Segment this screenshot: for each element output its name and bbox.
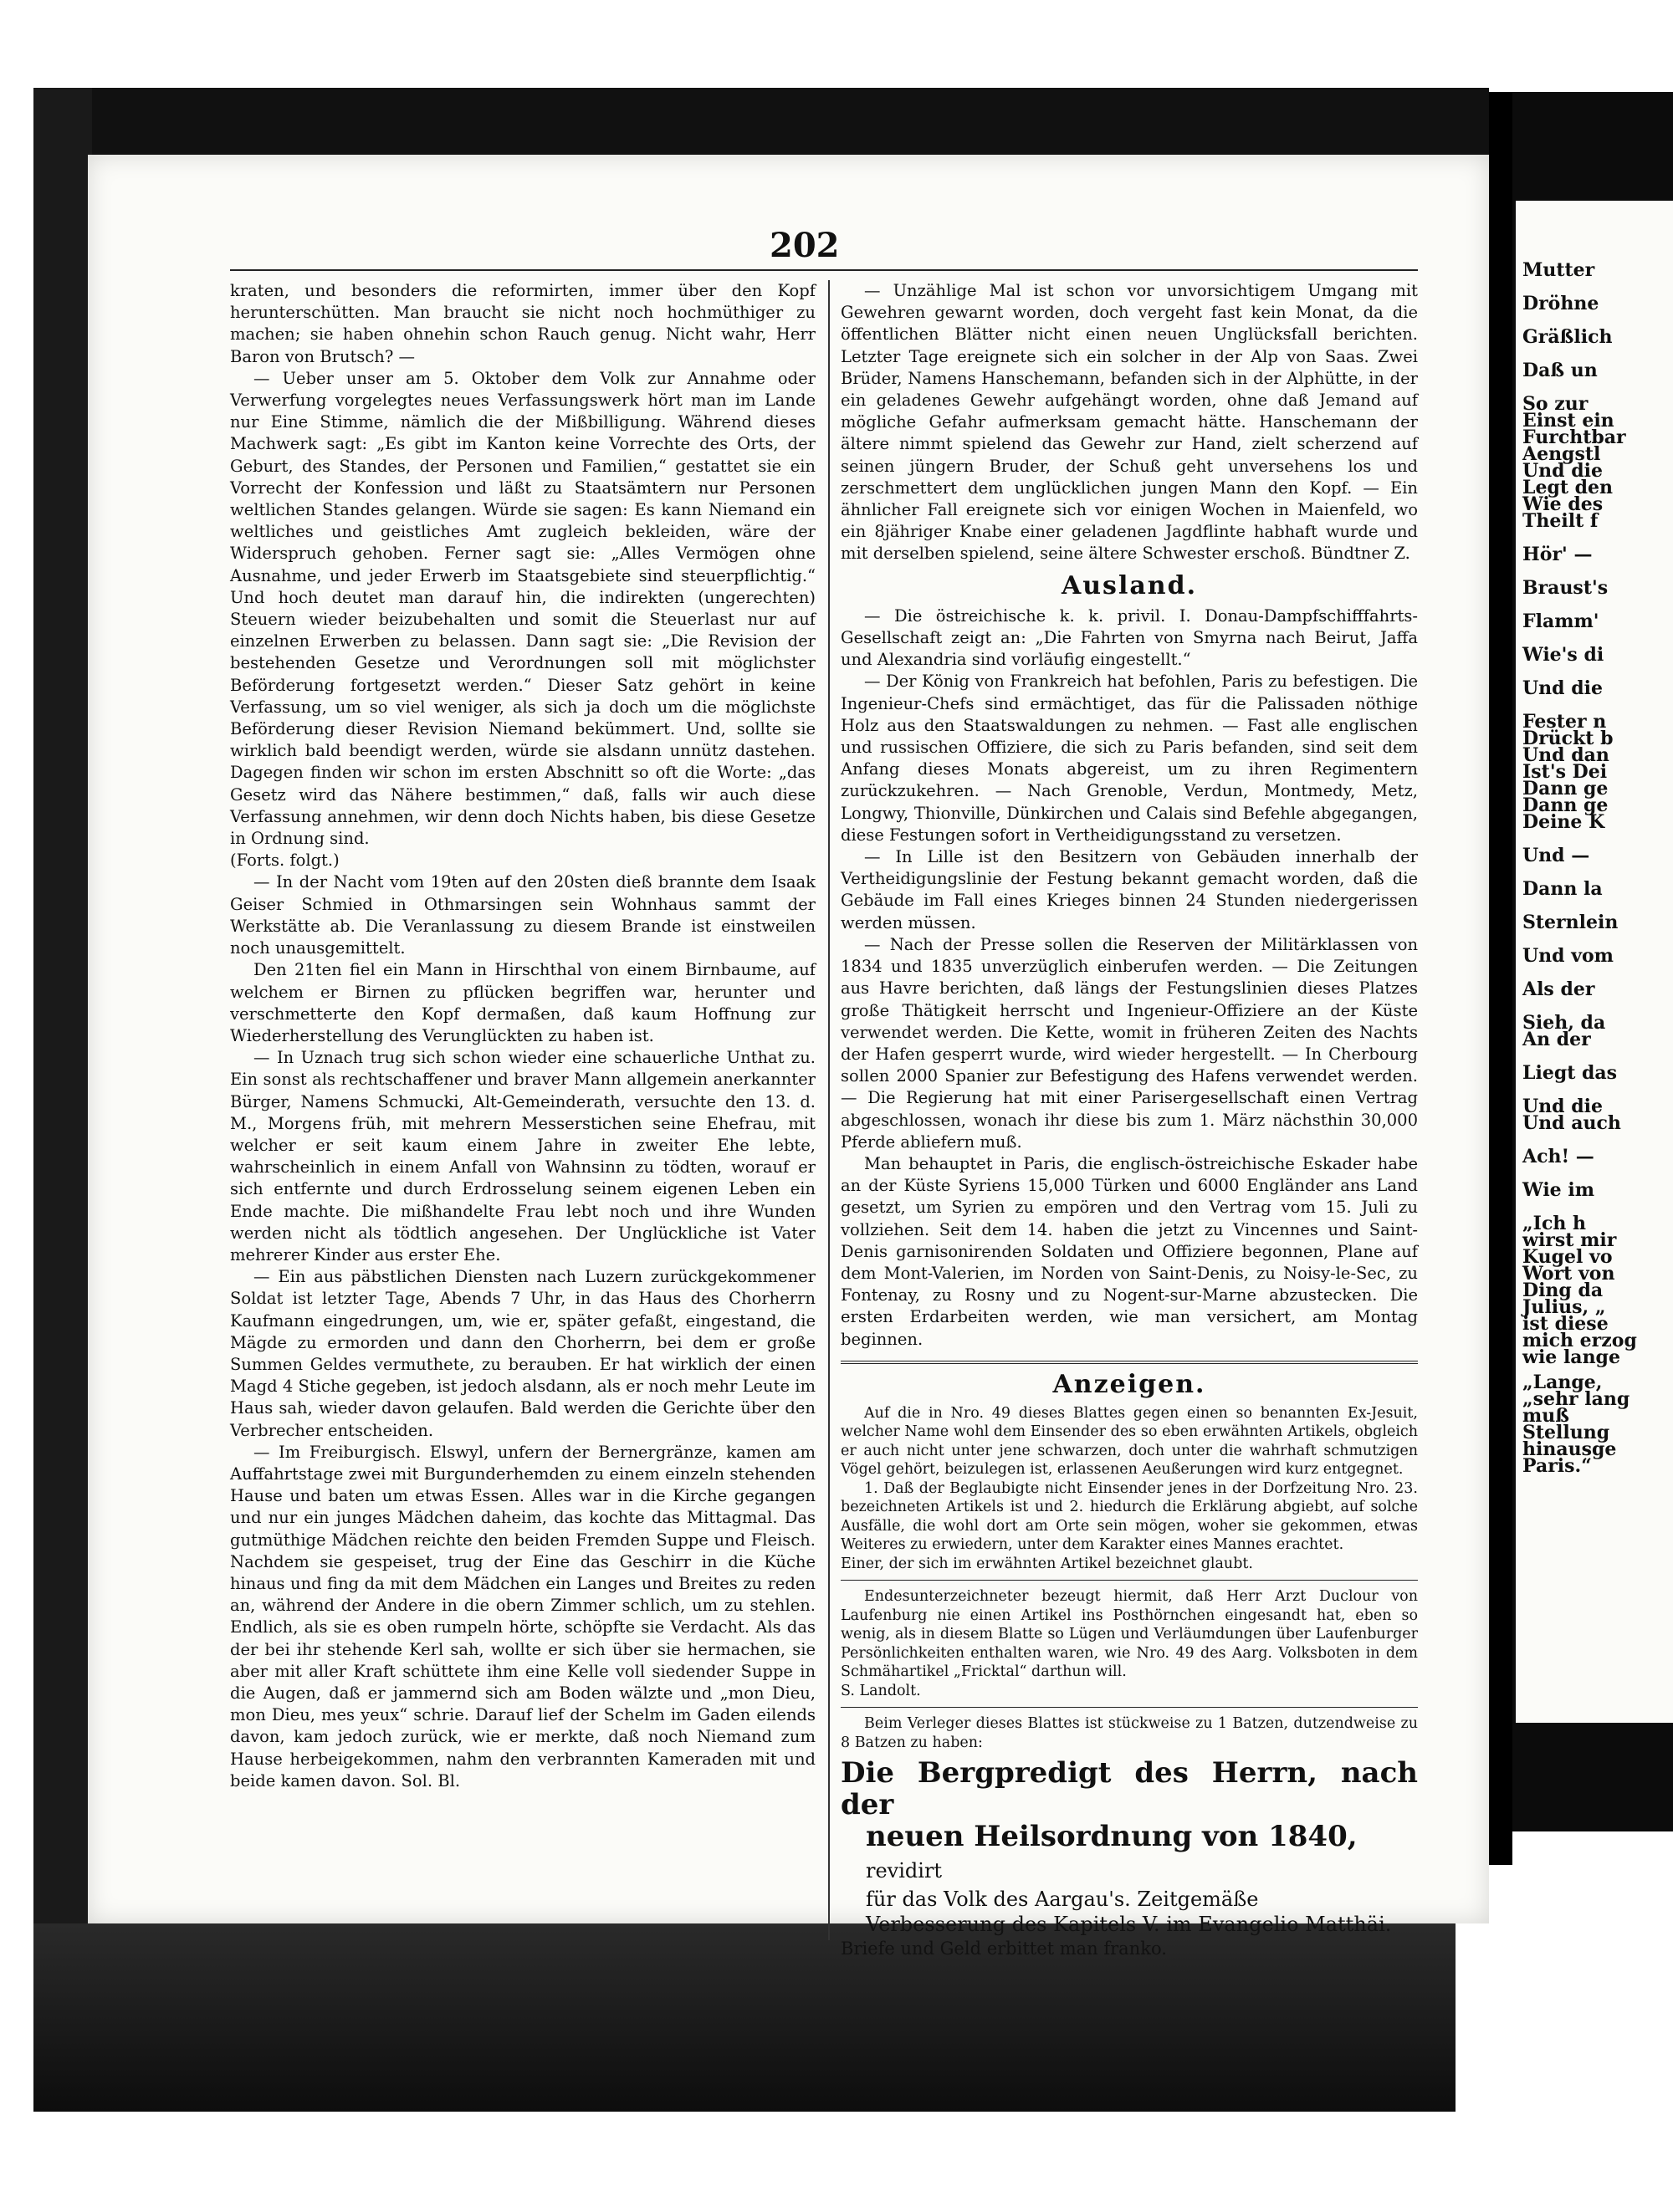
facing-page-text: Mutter [1522,259,1595,281]
facing-page-text: Braust's [1522,577,1609,599]
book-title-tail: revidirt [866,1859,943,1883]
ad-signature: S. Landolt. [841,1682,921,1699]
facing-page-text: Sternlein [1522,912,1619,933]
facing-page-text: Sieh, da [1522,1012,1606,1034]
book-subtitle: für das Volk des Aargau's. Zeitgemäße [866,1888,1259,1912]
facing-page-text: Ist's Dei [1522,761,1608,783]
book-title-line-2 [841,1821,1418,1887]
continued-note: (Forts. folgt.) [230,851,340,871]
page-number: 202 [770,226,840,265]
facing-page-text: Wie's di [1522,644,1604,666]
facing-page-text: Und dan [1522,744,1609,766]
facing-page-text: Julius, „ [1522,1296,1606,1318]
scan-border-left [33,88,92,2112]
book-subtitle-2: Verbesserung des Kapitels V. im Evangelio Matthäi. [866,1913,1392,1937]
article-paragraph: — Ueber unser am 5. Oktober dem Volk zur Annahme oder Verwerfung vorgelegtes neues Verfassungswerk hört man im Lande nur Eine Stimme, nämlich die der Mißbilligung. Während dieses Machwerk sagt: „Es gibt im Kanton keine Vorrechte des Orts, der Geburt, des Standes, der Personen und Familien,“ gestattet sie ein Vorrecht der Konfession und läßt zu Staatsämtern nur Personen weltlichen Standes gelangen. Würde sie sagen: Es kann Niemand ein weltliches und geistliches Amt zugleich bekleiden, wäre der Widerspruch gehoben. Ferner sagt sie: „Alles Vermögen ohne Ausnahme, und jeder Erwerb im Staatsgebiete sind steuerpflichtig.“ Und hoch deutet man darauf hin, die indirekten (ungerechten) Steuern wieder beizubehalten und somit die Steuerlast nur auf einzelnen Erwerben zu belassen. Dann sagt sie: „Die Revision der bestehenden Gesetze und Verordnungen soll mit möglichster Beförderung fortgesetzt werden.“ Dieser Satz gehört in keine Verfassung, um so viel weniger, als sich ja doch um die möglichste Beförderung dieser Revision Niemand bekümmert. Und, sollte sie wirklich bald beendigt werden, würde sie alsdann unnütz dastehen. Dagegen finden wir schon im ersten Abschnitt so oft die Worte: „das Gesetz wird das Nähere bestimmen,“ daß, falls wir auch diese Verfassung annehmen, wir denn doch Nichts haben, bis diese Gesetze in Ordnung sind. [230,368,816,849]
facing-page-text: Ach! — [1522,1146,1594,1167]
facing-page-text: Einst ein [1522,410,1614,432]
column-divider [828,280,830,1940]
article-paragraph: Man behauptet in Paris, die englisch-östreichische Eskader habe an der Küste Syriens 15,000 Türken und 6000 Engländer ans Land gesetzt, um Syrien zu empören und den Vertrag vom 15. Juli zu vollziehen. Seit dem 14. haben die jetzt zu Vincennes und Saint-Denis garnisonirenden Soldaten und Offiziere begonnen, Plane auf dem Mont-Valerien, im Norden von Saint-Denis, zu Noisy-le-Sec, zu Fontenay, zu Rosny und zu Nogent-sur-Marne abzustecken. Die ersten Erdarbeiten werden, wie man versichert, am Montag beginnen. [841,1153,1418,1349]
ad-text: Auf die in Nro. 49 dieses Blattes gegen einen so benannten Ex-Jesuit, welcher Name wohl dem Einsender des so eben erwähnten Artikels, obgleich er auch nicht unter jene schwarzen, doch unter die wahrhaft schmutzigen Vögel gehört, beizulegen ist, erlassenen Aeußerungen wird kurz entgegnet. [841,1404,1418,1479]
section-heading-anzeigen: Anzeigen. [1052,1369,1206,1399]
ad-footer: Briefe und Geld erbittet man franko. [841,1939,1167,1959]
advertisement-1 [841,1404,1418,1574]
article-paragraph: — In Lille ist den Besitzern von Gebäuden innerhalb der Vertheidigungslinie der Festung bekannt gemacht worden, daß die Gebäude im Fall eines Krieges binnen 24 Stunden niedergerissen werden müssen. [841,847,1418,932]
section-heading-ausland: Ausland. [1061,570,1198,600]
facing-page-text: Ding da [1522,1280,1604,1301]
ad-divider [841,1707,1418,1708]
facing-page-text: Und — [1522,845,1590,866]
facing-page-text: Flamm' [1522,610,1599,632]
facing-page-text: Und vom [1522,945,1614,967]
section-divider [841,1361,1418,1364]
left-column [230,280,816,1792]
facing-page-text: Fester n [1522,711,1607,733]
article-paragraph: — In der Nacht vom 19ten auf den 20sten dieß brannte dem Isaak Geiser Schmied in Othmarsingen sein Wohnhaus sammt der Werkstätte ab. Die Veranlassung zu diesem Brande ist einstweilen noch unausgemittelt. [230,872,816,958]
facing-page-text: „sehr lang [1522,1388,1630,1410]
facing-page-text: Drückt b [1522,728,1614,749]
ad-text: Endesunterzeichneter bezeugt hiermit, daß Herr Arzt Duclour von Laufenburg nie einen Artikel ins Posthörnchen eingesandt hat, eben so wenig, als in diesem Blatte so Lügen und Verläumdungen über Laufenburger Persönlichkeiten enthalten waren, wie Nro. 49 des Aarg. Volksboten in dem Schmähartikel „Fricktal“ darthun will. [841,1588,1418,1681]
article-paragraph: — Der König von Frankreich hat befohlen, Paris zu befestigen. Die Ingenieur-Chefs sind ermächtiget, das für die Palissaden nöthige Holz aus den Staatswaldungen zu nehmen. — Fast alle englischen und russischen Offiziere, die sich zu Paris befanden, sind seit dem Anfang dieses Monats abgereist, um zu ihren Regimentern zurückzukehren. — Nach Grenoble, Verdun, Montmedy, Metz, Longwy, Thionville, Dünkirchen und Calais sind Befehle abgegangen, diese Festungen sofort in Vertheidigungsstand zu versetzen. [841,672,1418,845]
facing-page-text: Deine K [1522,811,1605,833]
article-paragraph: Den 21ten fiel ein Mann in Hirschthal von einem Birnbaume, auf welchem er Birnen zu pflücken begriffen war, herunter und verschmetterte den Kopf dermaßen, daß kaum Hoffnung zur Wiederherstellung des Verunglückten zu haben ist. [230,960,816,1045]
article-paragraph: — Unzählige Mal ist schon vor unvorsichtigem Umgang mit Gewehren gewarnt worden, doch vergeht fast kein Monat, da die öffentlichen Blätter nicht einen neuen Unglücksfall berichten. Letzter Tage ereignete sich ein solcher in der Alp von Saas. Zwei Brüder, Namens Hanschemann, befanden sich in der Alphütte, in der ein geladenes Gewehr aufgehängt worden, ohne daß Jemand auf mögliche Gefahr aufmerksam gemacht hätte. Hanschemann der ältere nimmt spielend das Gewehr zur Hand, zielt scherzend auf seinen jüngern Bruder, der Schuß geht unversehens los und zerschmettert dem unglücklichen jungen Mann den Kopf. — Ein ähnlicher Fall ereignete sich vor einigen Wochen in Maienfeld, wo ein 8jähriger Knabe einer geladenen Jagdflinte habhaft wurde und mit derselben spielend, seine ältere Schwester erschoß. Bündtner Z. [841,281,1418,564]
facing-page-text: wie lange [1522,1346,1620,1368]
ad-divider [841,1580,1418,1581]
facing-page-text: muß [1522,1405,1569,1427]
facing-page-text: Daß un [1522,360,1598,381]
facing-page-text: Als der [1522,978,1595,1000]
article-paragraph: — Ein aus päbstlichen Diensten nach Luzern zurückgekommener Soldat ist letzter Tage, Abends 7 Uhr, in das Haus des Chorherrn Kaufmann eingedrungen, um, wie er, später gefaßt, eingestand, die Mägde zu ermorden und dann den Chorherrn, bei dem er große Summen Geldes vermuthete, zu berauben. Er hat wirklich der einen Magd 4 Stiche gegeben, ist jedoch alsdann, als er noch mehr Leute im Haus sah, wieder davon gelaufen. Bald werden die Gerichte über den Verbrecher entscheiden. [230,1267,816,1440]
facing-page-text: Und die [1522,677,1603,699]
book-title-main: neuen Heilsordnung von 1840, [866,1820,1358,1854]
facing-page-text: Liegt das [1522,1062,1618,1084]
facing-page-text: ist diese [1522,1313,1609,1335]
facing-page-text: „Ich h [1522,1213,1586,1234]
facing-page-text: Legt den [1522,477,1614,498]
facing-page-text: Paris.“ [1522,1455,1592,1477]
article-paragraph: — Nach der Presse sollen die Reserven der Militärklassen von 1834 und 1835 unverzüglich einberufen werden. — Die Zeitungen aus Havre berichten, daß längs der Festungslinien dieses Platzes große Thätigkeit herrscht und Ingenieur-Offiziere an der Küste verwendet werden. Die Kette, womit in früheren Zeiten des Nachts der Hafen gesperrt wurde, wird wieder hergestellt. — In Cherbourg sollen 2000 Spanier zur Befestigung des Hafens verwendet werden. — Die Regierung hat mit einer Parisergesellschaft einen Vertrag abgeschlossen, wonach ihr diese bis zum 1. März nächsthin 30,000 Pferde abliefern muß. [841,934,1418,1152]
facing-page-text: Furchtbar [1522,427,1626,448]
facing-page-text: An der [1522,1029,1591,1050]
facing-page-text: mich erzog [1522,1330,1637,1351]
article-paragraph: kraten, und besonders die reformirten, immer über den Kopf herunterschütten. Man braucht sie nicht noch hochmüthiger zu machen; sie haben ohnehin schon Rauch genug. Nicht wahr, Herr Baron von Brutsch? — [230,281,816,366]
scan-border-top [33,88,1489,155]
facing-page-fragment [1516,201,1673,1723]
facing-page-text: Dann la [1522,878,1603,900]
facing-page-text: Dröhne [1522,293,1599,314]
facing-page-text: Und auch [1522,1112,1621,1134]
facing-page-text: hinausge [1522,1438,1617,1460]
facing-page-text: Stellung [1522,1422,1610,1443]
facing-page-text: Kugel vo [1522,1246,1613,1268]
facing-page-text: So zur [1522,393,1589,415]
page-gutter [1489,92,1512,1865]
facing-page-text: Dann ge [1522,778,1609,799]
facing-page-text: Hör' — [1522,544,1593,565]
facing-page-text: Gräßlich [1522,326,1613,348]
facing-page-text: Und die [1522,1096,1603,1117]
ad-points: 1. Daß der Beglaubigte nicht Einsender jenes in der Dorfzeitung Nro. 23. bezeichneten Artikels ist und 2. hiedurch die Erklärung abgiebt, auf solche Ausfälle, die wohl dort am Orte sein mögen, woher sie gekommen, etwas Weiteres zu erwiedern, unter dem Karakter eines Mannes erachtet. [841,1479,1418,1554]
facing-page-text: Wie im [1522,1179,1594,1201]
ad-signature: Einer, der sich im erwähnten Artikel bezeichnet glaubt. [841,1555,1253,1572]
facing-page-text: Und die [1522,460,1603,482]
facing-page-text: Aengstl [1522,443,1601,465]
article-paragraph: — In Uznach trug sich schon wieder eine schauerliche Unthat zu. Ein sonst als rechtschaffener und braver Mann allgemein anerkannter Bürger, Namens Schmucki, Alt-Gemeinderath, versuchte den 13. d. M., Morgens früh, mit mehrern Messerstichen seine Ehefrau, mit welcher er seit kaum einem Jahre in zweiter Ehe lebte, wahrscheinlich in einem Anfall von Wahnsinn zu tödten, worauf er sich entfernte und durch Erdrosselung seinem eigenen Leben ein Ende machte. Die mißhandelte Frau lebt noch und ihre Wunden werden nicht als tödtlich angesehen. Der Unglückliche ist Vater mehrerer Kinder aus erster Ehe. [230,1048,816,1264]
right-column [841,280,1418,1960]
facing-page-text: Wie des [1522,493,1604,515]
advertisement-3 [841,1714,1418,1752]
advertisement-2 [841,1587,1418,1700]
facing-page-text: Wort von [1522,1263,1615,1285]
article-paragraph: — Im Freiburgisch. Elswyl, unfern der Bernergränze, kamen am Auffahrtstage zwei mit Burgunderhemden zu einem einzeln stehenden Hause und baten um etwas Essen. Alles war in die Kirche gegangen und nur ein junges Mädchen daheim, das kochte das Mittagmal. Das gutmüthige Mädchen reichte den beiden Fremden Suppe und Fleisch. Nachdem sie gespeiset, trug der Eine das Geschirr in die Küche hinaus und fing da mit dem Mädchen ein Langes und Breites zu reden an, während der Andere in die obern Zimmer schlich, um zu stehlen. Endlich, als sie es oben rumpeln hörte, schöpfte sie Verdacht. Als das der bei ihr stehende Kerl sah, wollte er sich über sie hermachen, sie aber mit aller Kraft schüttete ihm eine Kelle voll siedender Suppe in die Augen, daß er jammernd sich am Boden wälzte und „mon Dieu, mon Dieu, mes yeux“ schrie. Darauf lief der Schelm im Gaden eilends davon, kam jedoch zurück, wie er merkte, daß noch Niemand zum Hause herbeigekommen, nahm den verbrannten Kameraden mit und beide kamen davon. Sol. Bl. [230,1442,816,1791]
facing-page-text: Theilt f [1522,510,1599,532]
book-title: Die Bergpredigt des Herrn, nach der [841,1756,1418,1822]
facing-page-text: wirst mir [1522,1229,1617,1251]
header-rule [230,269,1418,271]
facing-page-text: „Lange, [1522,1372,1603,1393]
ad-intro: Beim Verleger dieses Blattes ist stückweise zu 1 Batzen, dutzendweise zu 8 Batzen zu haben: [841,1715,1418,1751]
facing-page-text: Dann ge [1522,794,1609,816]
article-paragraph: — Die östreichische k. k. privil. I. Donau-Dampfschifffahrts-Gesellschaft zeigt an: „Die Fahrten von Smyrna nach Beirut, Jaffa und Alexandria sind vorläufig eingestellt.“ [841,605,1418,670]
